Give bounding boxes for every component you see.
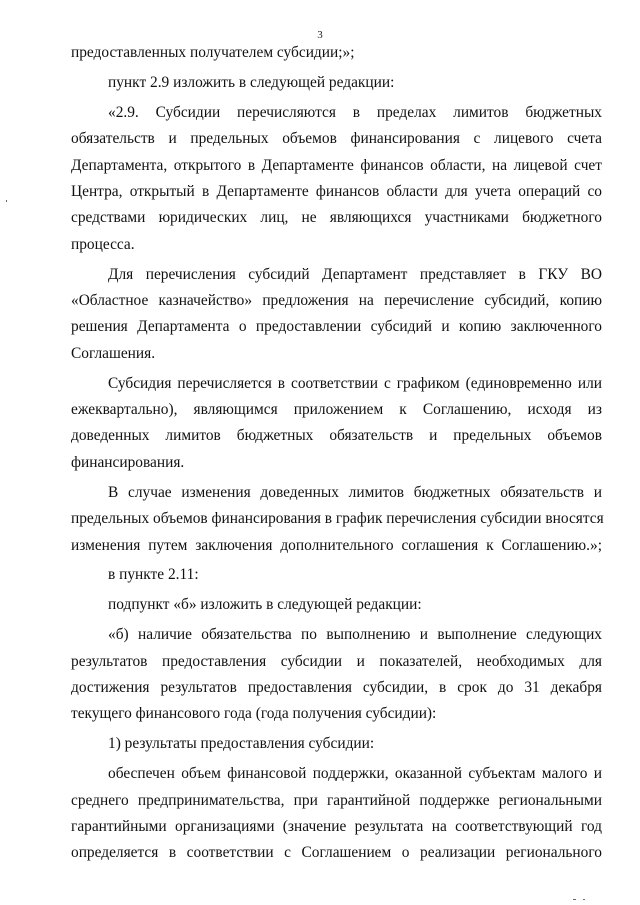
- text-line: «б) наличие обязательства по выполнению и выполнение следующих: [108, 626, 602, 644]
- scan-speck: [573, 899, 576, 900]
- text-line: предоставленных получателем субсидии;»;: [71, 44, 355, 61]
- text-line: предельных объемов финансирования в график перечисления субсидии вносятся: [71, 510, 604, 528]
- text-line: решения Департамента о предоставлении субсидий и копию заключенного: [71, 318, 602, 336]
- page-number: 3: [317, 29, 323, 41]
- text-line: процесса.: [71, 235, 135, 253]
- text-line: подпункт «б» изложить в следующей редакции:: [108, 596, 422, 614]
- text-line: финансирования.: [71, 453, 185, 471]
- text-line: «Областное казначейство» предложения на перечисление субсидий, копию: [71, 292, 602, 310]
- text-line: гарантийными организациями (значение результата на соответствующий год: [71, 817, 602, 835]
- text-line: доведенных лимитов бюджетных обязательств и предельных объемов: [71, 427, 602, 445]
- text-line: среднего предпринимательства, при гарантийной поддержке региональными: [71, 791, 602, 809]
- text-line: Центра, открытый в Департаменте финансов области для учета операций со: [71, 182, 602, 200]
- text-line: Для перечисления субсидий Департамент представляет в ГКУ ВО: [108, 265, 602, 283]
- text-line: достижения результатов предоставления субсидии, в срок до 31 декабря: [71, 678, 602, 696]
- text-line: в пункте 2.11:: [108, 566, 199, 584]
- text-line: текущего финансового года (года получения субсидии):: [71, 705, 437, 723]
- text-line: изменения путем заключения дополнительного соглашения к Соглашению.»;: [71, 536, 602, 554]
- text-line: «2.9. Субсидии перечисляются в пределах лимитов бюджетных: [108, 103, 602, 121]
- text-line: Департамента, открытого в Департаменте финансов области, на лицевой счет: [71, 156, 602, 174]
- text-line: Субсидия перечисляется в соответствии с графиком (единовременно или: [108, 374, 602, 392]
- text-line: обязательств и предельных объемов финансирования с лицевого счета: [71, 130, 602, 148]
- text-line: обеспечен объем финансовой поддержки, оказанной субъектам малого и: [108, 765, 602, 783]
- text-line: 1) результаты предоставления субсидии:: [108, 735, 375, 753]
- text-line: определяется в соответствии с Соглашением о реализации регионального: [71, 844, 602, 862]
- scan-speck: [583, 899, 585, 900]
- text-line: пункт 2.9 изложить в следующей редакции:: [108, 73, 395, 91]
- text-line: результатов предоставления субсидии и показателей, необходимых для: [71, 652, 602, 670]
- text-line: В случае изменения доведенных лимитов бюджетных обязательств и: [108, 483, 602, 501]
- text-line: ежеквартально), являющимся приложением к Соглашению, исходя из: [71, 401, 602, 419]
- text-line: Соглашения.: [71, 344, 156, 362]
- scan-speck: [6, 200, 7, 202]
- text-line: средствами юридических лиц, не являющихся участниками бюджетного: [71, 209, 602, 227]
- document-body: [71, 40, 602, 867]
